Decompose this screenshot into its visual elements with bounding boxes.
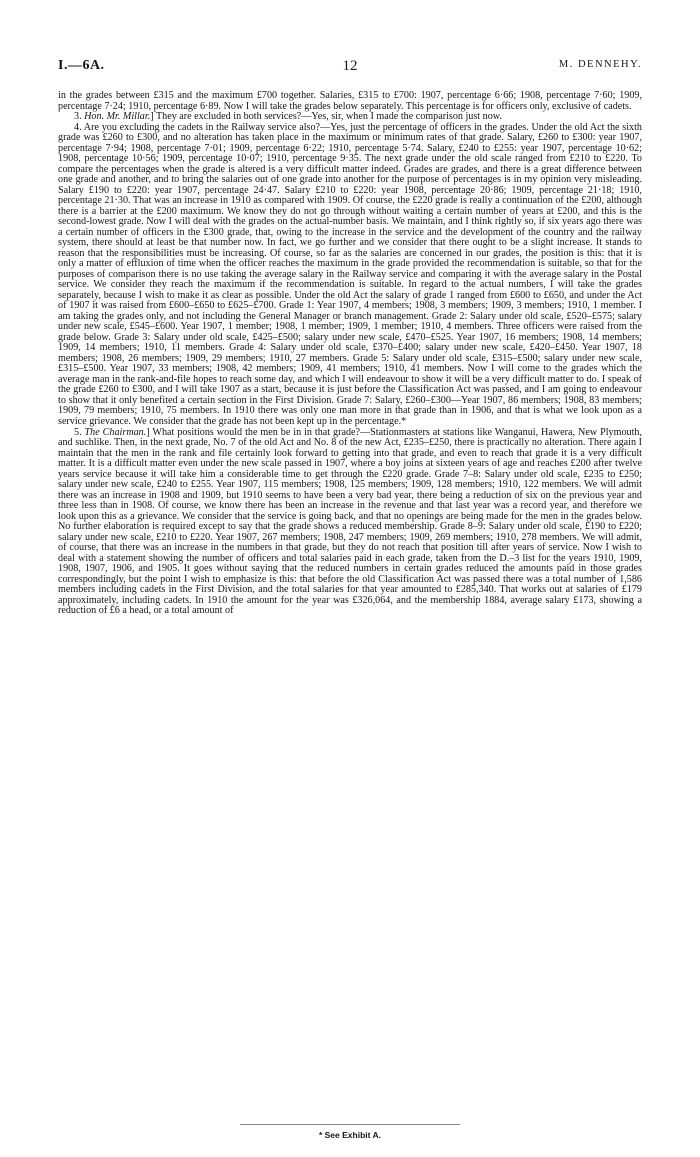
question-number: 3. [74, 111, 85, 123]
question-number: 5. [74, 426, 85, 438]
paragraph [58, 428, 642, 617]
paragraph-text: Are you excluding the cadets in the Railway service also?—Yes, just the percentage of officers in the grades. Under the old Act the sixth grade was £260 to £300, and no alteration has taken place in the maximum or minimum rates of that grade. Salary, £260 to £300: year 1907, percentage 7·94; 1908, percentage 7·01; 1909, percentage 6·22; 1910, percentage 5·74. Salary, £240 to £255: year 1907, percentage 10·62; 1908, percentage 10·56; 1909, percentage 10·07; 1910, percentage 9·35. The next grade under the old scale ranged from £210 to £220. To compare the percentages when the grade is altered is a very difficult matter indeed. Grades are grades, and there is a great difference between one grade and another, and to bring the salaries out of one grade into another for the purpose of percentages is in my opinion very misleading. Salary £190 to £220: year 1907, percentage 24·47. Salary £210 to £220: year 1908, percentage 20·86; 1909, percentage 21·18; 1910, percentage 21·30. That was an increase in 1910 as compared with 1909. Of course, the £220 grade is really a continuation of the £200, although there is a barrier at the £200 maximum. We know they do not go through without waiting a certain number of years at £200, and this is the second-lowest grade. Now I will deal with the grades on the actual-number basis. We maintain, and I think rightly so, if six years ago there was a certain number of officers in the £300 grade, that, owing to the increase in the service and the development of the country and the railway system, there should at least be that number now. In fact, we go further and we consider that there ought to be a slight increase. It stands to reason that the responsibilities must be increasing. Of course, so far as the salaries are concerned in our grades, the position is this: that it is only a matter of effluxion of time when the officer reaches the maximum in the grade provided the recommendation is suitable, so that for the purposes of comparison there is no use taking the average salary in the Railway service and comparing it with the average salary in the Postal service. We consider they reach the maximum if the recommendation is suitable. In regard to the actual numbers, I will take the grades separately, because I wish to make it as clear as possible. Under the old Act the salary of grade 1 ranged from £600 to £650, and under the Act of 1907 it was raised from £600–£650 to £625–£700. Grade 1: Year 1907, 4 members; 1908, 3 members; 1909, 3 members; 1910, 1 member. I am taking the grades only, and not including the General Manager or branch management. Grade 2: Salary under old scale, £520–£575; salary under new scale, £545–£600. Year 1907, 1 member; 1908, 1 member; 1909, 1 member; 1910, 4 members. Three officers were raised from the grade below. Grade 3: Salary under old scale, £425–£500; salary under new scale, £470–£525. Year 1907, 16 members; 1908, 14 members; 1909, 14 members; 1910, 11 members. Grade 4: Salary under old scale, £370–£400; salary under new scale, £420–£450. Year 1907, 18 members; 1908, 26 members; 1909, 29 members; 1910, 27 members. Grade 5: Salary under old scale, £315–£500; salary under new scale, £315–£500. Year 1907, 33 members; 1908, 42 members; 1909, 41 members; 1910, 41 members. Now I will come to the grades which the average man in the rank-and-file hopes to reach some day, and which I will endeavour to show it will be a very difficult matter to do. I speak of the grade £260 to £300, and I will take 1907 as a start, because it is just before the Classification Act was passed, and I am going to endeavour to show that it only benefited a certain section in the First Division. Grade 7: Salary, £260–£300—Year 1907, 86 members; 1908, 83 members; 1909, 79 members; 1910, 75 members. In 1910 there was only one man more in that grade than in 1906, and that is what we look upon as a service grievance. We consider that the grade has not been kept up in the percentage.* [58, 121, 642, 427]
speaker-name: The Chairman. [84, 426, 147, 438]
paragraph-text: ] What positions would the men be in in that grade?—Stationmasters at stations like Wanganui, Hawera, New Plymouth, and suchlike. Then, in the next grade, No. 7 of the old Act and No. 8 of the new Act, £235–£250, there is practically no alteration. There again I maintain that the men in the rank and file certainly look forward to getting into that grade, and even to reach that grade it is a very difficult matter. It is a difficult matter even under the new scale passed in 1907, where a boy joins at sixteen years of age and reaches £200 after twelve years service because it will take him a considerable time to get through the £220 grade. Grade 7–8: Salary under old scale, £235 to £250; salary under new scale, £240 to £255. Year 1907, 115 members; 1908, 125 members; 1909, 128 members; 1910, 122 members. We will admit there was an increase in 1908 and 1909, but 1910 seems to have been a very bad year, there being a reduction of six on the previous year and three less than in 1908. Of course, we know there has been an increase in the revenue and that last year was a record year, and therefore we look upon this as a grievance. We consider that the service is going back, and that no openings are being made for the men in the grades below. No further elaboration is required except to say that the grade shows a reduced membership. Grade 8–9: Salary under old scale, £190 to £220; salary under new scale, £210 to £220. Year 1907, 267 members; 1908, 247 members; 1909, 269 members; 1910, 278 members. We will admit, of course, that there was an increase in the numbers in that grade, but they do not reach that position till after years of service. Now I wish to deal with a statement showing the number of officers and total salaries paid in each grade, taken from the D.–3 list for the years 1910, 1909, 1908, 1907, 1906, and 1905. It goes without saying that the reduced numbers in certain grades reduced the amounts paid in those grades correspondingly, but the point I wish to emphasize is this: that before the old Classification Act was passed there was a total number of 1,586 members including cadets in the First Division, and the total salaries for that year amounted to £285,340. That works out at salaries of £179 approximately, including cadets. In 1910 the amount for the year was £326,064, and the membership 1884, average salary £173, showing a reduction of £6 a head, or a total amount of [58, 426, 642, 617]
paragraph-text: in the grades between £315 and the maximum £700 together. Salaries, £315 to £700: 1907, percentage 6·66; 1908, percentage 7·60; 1909, percentage 7·24; 1910, percentage 6·89. Now I will take the grades below separately. This percentage is for officers only, exclusive of cadets. [58, 90, 642, 112]
document-body [58, 91, 642, 617]
paragraph [58, 91, 642, 112]
page-number: 12 [342, 58, 358, 74]
footnote-divider [240, 1124, 460, 1125]
paragraph-text: ] They are excluded in both services?—Yes, sir, when I made the comparison just now. [150, 111, 502, 123]
witness-name: M. DENNEHY. [558, 59, 642, 70]
footnote: * See Exhibit A. [318, 1130, 382, 1140]
paper-reference: I.—6A. [58, 58, 105, 73]
speaker-name: Hon. Mr. Millar. [84, 111, 151, 123]
paragraph [58, 123, 642, 428]
question-number: 4. [74, 121, 84, 133]
page-header [58, 58, 642, 78]
